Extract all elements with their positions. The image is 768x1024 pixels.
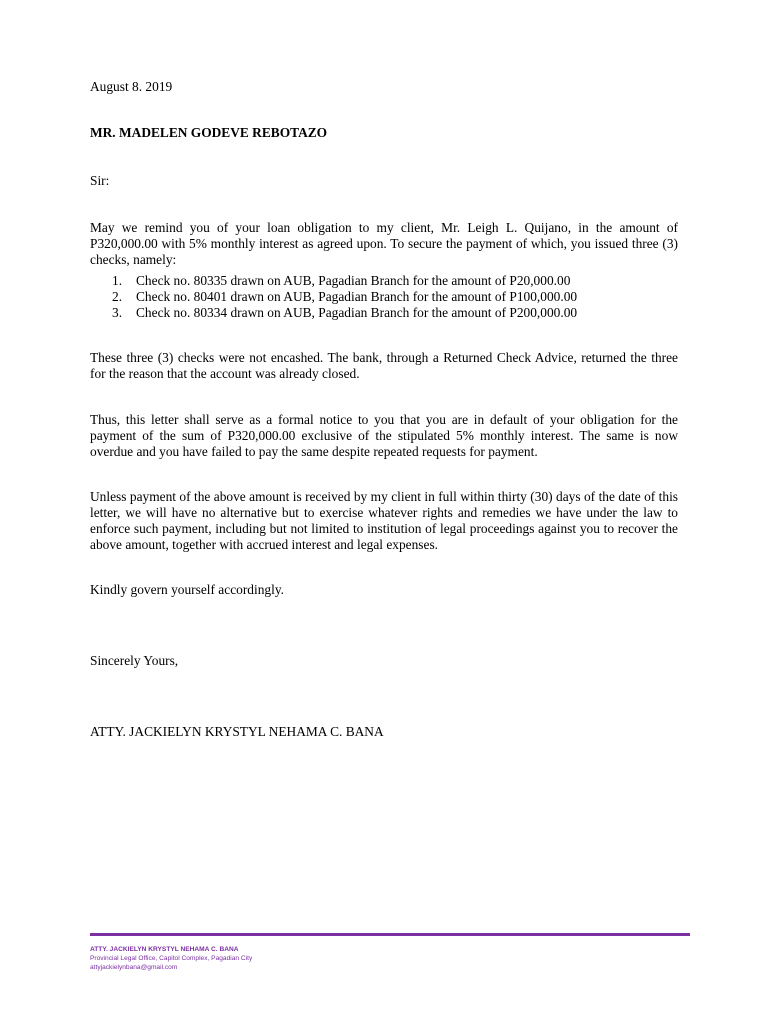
footer-email: attyjackielynbana@gmail.com — [90, 964, 178, 971]
closing-line: Kindly govern yourself accordingly. — [90, 582, 284, 597]
letter-date: August 8. 2019 — [90, 79, 173, 94]
list-item-number: 3. — [112, 305, 123, 320]
paragraph-checks-returned: These three (3) checks were not encashed. The bank, through a Returned Check Advice, returned the three for the reason that the account was already closed. — [90, 350, 678, 381]
sign-off: Sincerely Yours, — [90, 653, 179, 668]
list-item — [108, 273, 668, 289]
footer-office: Provincial Legal Office, Capitol Complex, Pagadian City — [90, 955, 253, 962]
footer — [90, 945, 490, 972]
checks-list — [108, 273, 668, 321]
signer-name: ATTY. JACKIELYN KRYSTYL NEHAMA C. BANA — [90, 724, 384, 739]
paragraph-loan-reminder: May we remind you of your loan obligation to my client, Mr. Leigh L. Quijano, in the amount of P320,000.00 with 5% monthly interest as agreed upon. To secure the payment of which, you issued three (3) checks, namely: — [90, 220, 678, 267]
footer-name: ATTY. JACKIELYN KRYSTYL NEHAMA C. BANA — [90, 946, 239, 953]
list-item-number: 1. — [112, 273, 123, 288]
footer-divider — [90, 933, 690, 936]
list-item-number: 2. — [112, 289, 123, 304]
list-item-text: Check no. 80335 drawn on AUB, Pagadian Branch for the amount of P20,000.00 — [136, 273, 571, 288]
addressee-name: MR. MADELEN GODEVE REBOTAZO — [90, 125, 328, 140]
list-item-text: Check no. 80334 drawn on AUB, Pagadian Branch for the amount of P200,000.00 — [136, 305, 578, 320]
paragraph-demand: Unless payment of the above amount is received by my client in full within thirty (30) days of the date of this letter, we will have no alternative but to exercise whatever rights and remedies we have under the law to enforce such payment, including but not limited to institution of legal proceedings against you to recover the above amount, together with accrued interest and legal expenses. — [90, 489, 678, 552]
list-item — [108, 289, 668, 305]
paragraph-formal-notice: Thus, this letter shall serve as a formal notice to you that you are in default of your obligation for the payment of the sum of P320,000.00 exclusive of the stipulated 5% monthly interest. The same is now overdue and you have failed to pay the same despite repeated requests for payment. — [90, 412, 678, 459]
salutation: Sir: — [90, 173, 110, 188]
list-item-text: Check no. 80401 drawn on AUB, Pagadian Branch for the amount of P100,000.00 — [136, 289, 578, 304]
list-item — [108, 305, 668, 321]
